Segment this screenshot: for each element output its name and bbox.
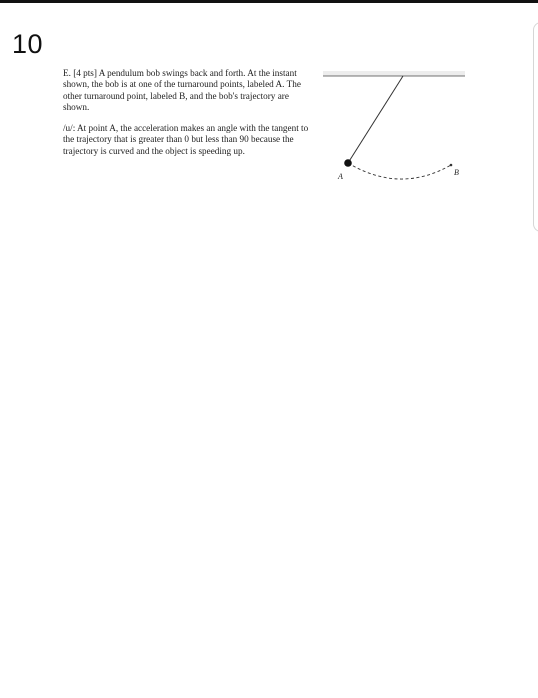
pendulum-ceiling <box>323 71 465 76</box>
question-answer: /u/: At point A, the acceleration makes an angle with the tangent to the trajectory that is greater than 0 but less than 90 because the trajectory is curved and the object is speeding up. <box>63 123 309 156</box>
pendulum-string <box>348 76 403 163</box>
question-text-block <box>63 68 313 157</box>
label-point-a: A <box>338 172 343 181</box>
label-point-b: B <box>454 168 459 177</box>
question-prompt: E. [4 pts] A pendulum bob swings back and forth. At the instant shown, the bob is at one of the turnaround points, labeled A. The other turnaround point, labeled B, and the bob's trajectory are shown. <box>63 68 301 112</box>
pendulum-trajectory <box>348 163 451 179</box>
top-bar <box>0 0 538 3</box>
turnaround-point-b <box>450 164 453 167</box>
pendulum-figure <box>318 62 470 187</box>
side-panel-edge <box>533 22 538 232</box>
pendulum-bob <box>344 159 352 167</box>
page-number: 10 <box>12 29 44 59</box>
